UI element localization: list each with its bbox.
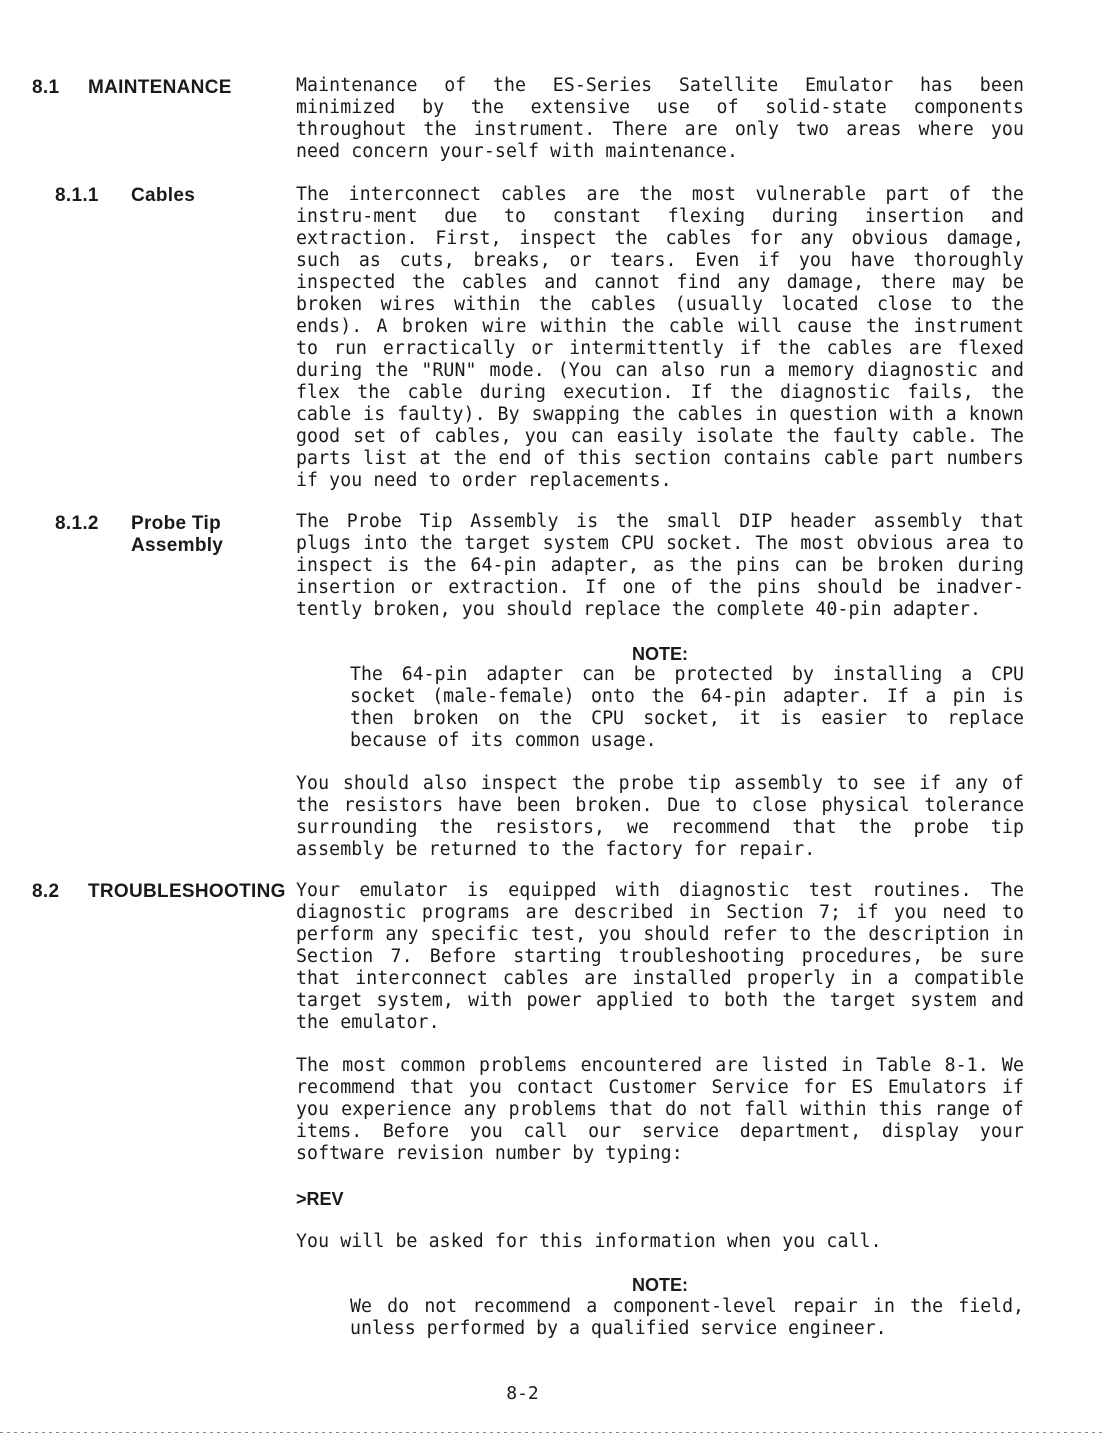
note-label: NOTE: [632, 1275, 688, 1295]
section-number: 8.1.1 [55, 185, 99, 206]
section-number: 8.1.2 [55, 513, 99, 534]
page-number: 8-2 [506, 1383, 539, 1404]
section-body: The Probe Tip Assembly is the small DIP header assembly that plugs into the target system CPU socket. The most obvious area to inspect is the 64-pin adapter, as the pins can be broken during insertion or extraction. If one of the pins should be inadver-tently broken, you should replace the complete 40-pin adapter. [296, 511, 1024, 620]
section-body: The interconnect cables are the most vulnerable part of the instru-ment due to constant flexing during insertion and extraction. First, inspect the cables for any obvious damage, such as cuts, breaks, or tears. Even if you have thoroughly inspected the cables and cannot find any damage, there may be broken wires within the cables (usually located close to the ends). A broken wire within the cable will cause the instrument to run erractically or intermittently if the cables are flexed during the "RUN" mode. (You can also run a memory diagnostic and flex the cable during execution. If the diagnostic fails, the cable is faulty). By swapping the cables in question with a known good set of cables, you can easily isolate the faulty cable. The parts list at the end of this section contains cable part numbers if you need to order replacements. [296, 184, 1024, 491]
section-number: 8.1 [32, 77, 60, 98]
section-body-continued: You should also inspect the probe tip assembly to see if any of the resistors have been broken. Due to close physical tolerance surrounding the resistors, we recommend that the probe tip assembly be returned to the factory for repair. [296, 773, 1024, 860]
section-body: Maintenance of the ES-Series Satellite Emulator has been minimized by the extensive use of solid-state components throughout the instrument. There are only two areas where you need concern your-self with maintenance. [296, 75, 1024, 162]
note-body: The 64-pin adapter can be protected by installing a CPU socket (male-female) onto the 64-pin adapter. If a pin is then broken on the CPU socket, it is easier to replace because of its common usage. [350, 664, 1024, 751]
command-text: >REV [296, 1189, 344, 1209]
section-title: MAINTENANCE [88, 77, 232, 98]
section-title: Cables [131, 185, 196, 206]
section-body: Your emulator is equipped with diagnostic test routines. The diagnostic programs are described in Section 7; if you need to perform any specific test, you should refer to the description in Section 7. Before starting troubleshooting procedures, be sure that interconnect cables are installed properly in a compatible target system, with power applied to both the target system and the emulator. [296, 880, 1024, 1033]
section-number: 8.2 [32, 881, 60, 902]
note-label: NOTE: [632, 644, 688, 664]
section-body-final: You will be asked for this information when you call. [296, 1231, 882, 1252]
section-title: TROUBLESHOOTING [88, 881, 286, 902]
bottom-scan-edge [0, 1432, 1105, 1433]
section-title: Probe Tip Assembly [131, 513, 224, 556]
note-body: We do not recommend a component-level repair in the field, unless performed by a qualified service engineer. [350, 1296, 1024, 1339]
section-body-continued: The most common problems encountered are listed in Table 8-1. We recommend that you contact Customer Service for ES Emulators if you experience any problems that do not fall within this range of items. Before you call our service department, display your software revision number by typing: [296, 1055, 1024, 1164]
